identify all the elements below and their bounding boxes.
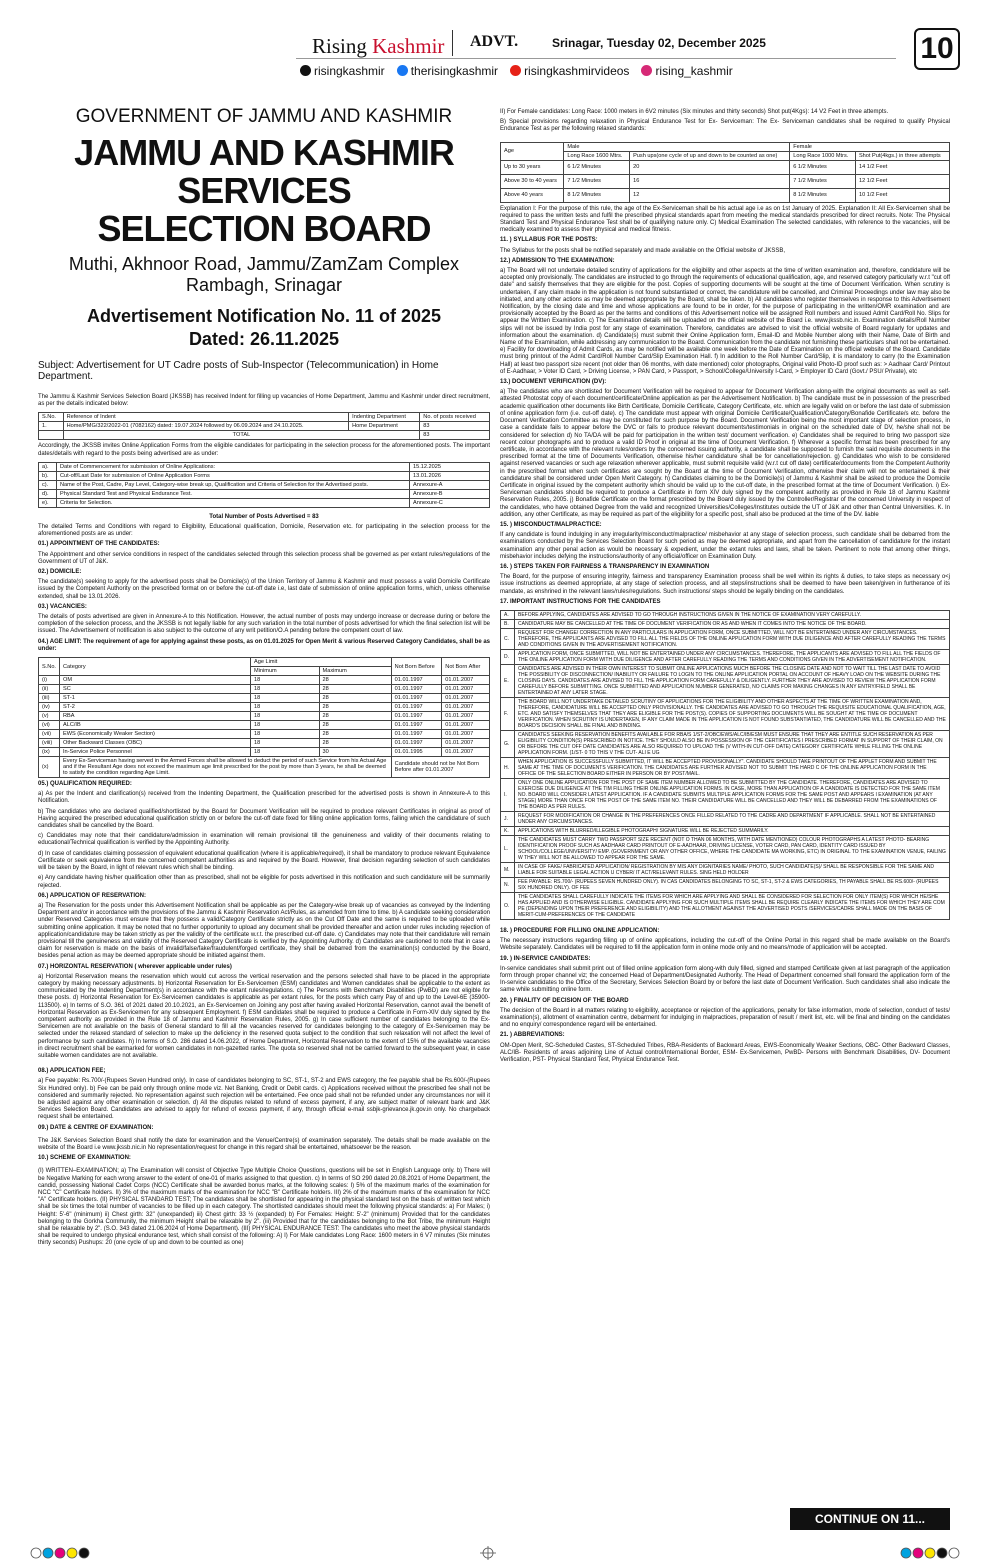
table-cell: (vii) (39, 730, 60, 739)
accordingly-text: Accordingly, the JKSSB invites Online Application Forms from the eligible candidates for participating in the selection process for the aforementioned posts. The important dates/details with regard to the posts being advertised are as under: (38, 443, 490, 457)
table-header: S.No. (39, 413, 64, 422)
table-cell: 28 (319, 712, 391, 721)
section-text: The Appointment and other service conditions in respect of the candidates selected through this selection process shall be governed as per extant rules/regulations of the Government of UT of J&K. (38, 551, 490, 565)
x-icon (300, 65, 311, 76)
advert-right-column (500, 106, 950, 1064)
table-header: Not Born Before (391, 658, 442, 676)
section-heading: 13.) DOCUMENT VERIFICATION (DV): (500, 379, 607, 386)
table-row (501, 892, 950, 919)
table-cell: N. (501, 877, 515, 892)
section-text: Explanation I: For the purpose of this rule, the age of the Ex-Serviceman shall be his actual age i.e as on 1st January of 2025. Explanation II: All Ex-Servicemen shall be required to pass the written tests and fulfil the prescribed physical standards apart from meeting the medical standards prescribed for direct recruits. Note: The Physical Standard Test and Physical Endurance Test shall be of qualifying nature only. C) Medical Examination The selected candidates, with reference to the vacancies, will be medically examined to assess their physical and medical fitness. (500, 205, 950, 234)
section-label: ADVT. (470, 33, 519, 50)
table-cell: 28 (319, 721, 391, 730)
table-row (501, 835, 950, 862)
table-cell: 18 (251, 685, 320, 694)
table-cell: Name of the Post, Cadre, Pay Level, Category-wise break up, Qualification and Criteria of Selection for the Advertised posts. (57, 480, 410, 489)
table-cell: (iii) (39, 694, 60, 703)
social-link[interactable] (510, 64, 629, 78)
table-cell: Every Ex-Serviceman having served in the Armed Forces shall be allowed to deduct the period of such Service from his Actual Age and if the Resultant Age does not exceed the maximum age limit prescribed for the post by more than 3 years, he shall be deemed to satisfy the condition regarding Age Limit. (60, 757, 392, 778)
section-heading: 15. ) MISCONDUCT/MALPRACTICE: (500, 521, 602, 528)
table-cell: CANDIDATES ARE ADVISED IN THEIR OWN INTEREST TO SUBMIT ONLINE APPLICATIONS MUCH BEFORE THE CLOSING DATE AND NOT TO WAIT TILL THE LAST DATE TO AVOID THE POSSIBILITY OF DISCONNECTION/ INABILITY OR FAILURE TO LOGIN TO THE ONLINE APPLICATION PORTAL ON ACCOUNT OF HEAVY LOAD ON THE WEBSITE DURING THE CLOSING DAYS. CANDIDATES ARE ADVISED TO FILL THE APPLICATION FORM CAREFULLY & DILIGENTLY. FURTHER THEY ARE ADVISED TO REVIEW THE APPLICATION FORM CAREFULLY BEFORE SUBMITTING. ONCE SUBMITTED AND APPLICATION NUMBER GENERATED, NO CLAIMS FOR MAKING CHANGES IN ANY ENTRY/FIELD SHALL BE ENTERTAINED AT ANY LATER STAGE. (515, 664, 950, 697)
table-cell: 28 (319, 694, 391, 703)
section-heading: 01.) APPOINTMENT OF THE CANDIDATES: (38, 541, 160, 548)
table-header: Age (501, 142, 564, 160)
table-cell: RBA (60, 712, 251, 721)
table-cell: Physical Standard Test and Physical Endurance Test. (57, 489, 410, 498)
social-link[interactable] (397, 64, 498, 78)
page-number: 10 (914, 28, 960, 70)
table-cell: 18 (251, 712, 320, 721)
table-cell: 01.01.2007 (442, 703, 490, 712)
table-cell: 01.01.2007 (442, 685, 490, 694)
brand-logo: Rising Kashmir (312, 34, 445, 58)
table-cell: Candidate should not be Not Born Before after 01.01.2007 (391, 757, 489, 778)
table-header: Age Limit (251, 658, 392, 667)
table-header: Long Race 1000 Mtrs. (790, 151, 856, 160)
table-cell: Date of Commencement for submission of Online Applications: (57, 462, 410, 471)
table-cell: B. (501, 619, 515, 628)
table-cell: I. (501, 778, 515, 811)
indent-table (38, 412, 490, 440)
section-heading: 09.) DATE & CENTRE OF EXAMINATION: (38, 1124, 154, 1131)
table-cell: (ix) (39, 748, 60, 757)
social-handle: risingkashmirvideos (524, 64, 630, 78)
table-row (39, 422, 490, 431)
age-limit-table (38, 657, 490, 778)
section-heading: 02.) DOMICILE: (38, 569, 82, 576)
table-cell: THE BOARD WILL NOT UNDERTAKE DETAILED SCRUTINY OF APPLICATIONS FOR THE ELIGIBILITY AND OTHER ASPECTS AT THE TIME OF WRITTEN EXAMINATION AND, THEREFORE, CANDIDATURE WILL BE ACCEPTED ONLY PROVISIONALLY. THE CANDIDATES ARE ADVISED TO GO THROUGH THE REQUISITE EDUCATIONAL QUALIFICATION, AGE, ETC. AND SATISFY THEMSELVES THAT THEY ARE ELIGIBLE FOR THE POST(S). COPIES OF SUPPORTING DOCUMENTS WILL BE SOUGHT AT THE TIME OF DOCUMENT VERIFICATION. WHEN SCRUTINY IS UNDERTAKEN, IF ANY CLAIM MADE IN THE APPLICATION IS NOT FOUND SUBSTANTIATED, THE CANDIDATURE WILL BE CANCELLED AND THE BOARD'S DECISION SHALL BE FINAL AND BINDING. (515, 697, 950, 730)
section-heading: 04.) AGE LIMIT: The requirement of age for applying against these posts, as on 01.01.2025 for Open Merit & various Reserved Category Candidates, shall be as under: (38, 638, 490, 652)
subject-line: Subject: Advertisement for UT Cadre posts of Sub-Inspector (Telecommunication) in Home Department. (38, 360, 439, 382)
table-cell: IN CASE OF FAKE/ FABRICATED APPLICATION/ REGISTRATION BY MIS ANY DIGNITARIES NAME/ PHOTO, SUCH CANDIDATE(S)/ SHALL BE RESPONSIBLE FOR THE SAME AND LIABLE FOR SUITABLE LEGAL ACTION U CYBER/ IT ACT/RELEVANT RULES. SING HELD HOLDER (515, 862, 950, 877)
section-text: The necessary instructions regarding filling up of online applications, including the cut-off of the Online Portal in this regard shall be made available on the Board's Website separately. Candidates will be required to fill the application form in online mode only and no means/mode of application will be accepted. (500, 938, 950, 952)
government-title: GOVERNMENT OF JAMMU AND KASHMIR (75, 106, 453, 127)
table-row (501, 757, 950, 778)
table-cell: M. (501, 862, 515, 877)
table-cell: 15.12.2025 (410, 462, 490, 471)
table-cell: EWS (Economically Weaker Section) (60, 730, 251, 739)
table-cell: OM (60, 676, 251, 685)
table-cell: CANDIDATURE MAY BE CANCELLED AT THE TIME OF DOCUMENT VERIFICATION OR AS AND WHEN IT COMES INTO THE NOTICE OF THE BOARD. (515, 619, 950, 628)
table-cell: ST-1 (60, 694, 251, 703)
section-heading: 08.) APPLICATION FEE; (38, 1068, 106, 1075)
table-cell: WHEN APPLICATION IS SUCCESSFULLY SUBMITTED, IT WILL BE ACCEPTED PROVISIONALLY". CANDIDATE SHOULD TAKE PRINTOUT OF THE APPLET FORM AND SUBMIT THE SAME AT THE TIME OF DOCUMENTS VERIFICATION. THE CANDIDATES ARE FURTHER ADVISED NOT TO SUBMIT THE HARD C OF THE ONLINE APPLICATION FORM IN THE OFFICE OF THE SELECTION BOARD EITHER IN PERSON OR BY POST/MAIL. (515, 757, 950, 778)
table-row (501, 826, 950, 835)
section-text: The Syllabus for the posts shall be notified separately and made available on the Official website of JKSSB, (500, 247, 786, 254)
table-cell (39, 431, 64, 440)
continue-banner: CONTINUE ON 11... (790, 1508, 950, 1530)
table-cell: E. (501, 664, 515, 697)
section-text: The J&K Services Selection Board shall notify the date for examination and the Venue/Centre(s) of examination separately. The details shall be made available on the website of the Board i.e www.jkssb.nic.in No representation/request for change in this regard shall be entertained, whatsoever be the reason. (38, 1137, 490, 1151)
table-cell: (iv) (39, 703, 60, 712)
table-row (39, 480, 490, 489)
social-link[interactable] (300, 64, 385, 78)
table-cell: 01.01.1997 (391, 739, 442, 748)
table-cell: 1. (39, 422, 64, 431)
table-cell: 10 1/2 Feet (855, 188, 949, 202)
table-row (501, 610, 950, 619)
section-heading: 10.) SCHEME OF EXAMINATION: (38, 1155, 131, 1162)
table-cell: 6 1/2 Minutes (564, 160, 630, 174)
table-cell: 83 (420, 422, 490, 431)
table-cell: SC (60, 685, 251, 694)
table-cell: 18 (251, 748, 320, 757)
table-cell: (x) (39, 757, 60, 778)
table-cell: L. (501, 835, 515, 862)
table-cell: Up to 30 years (501, 160, 564, 174)
table-header: Not Born After (442, 658, 490, 676)
table-cell: 7 1/2 Minutes (790, 174, 856, 188)
facebook-icon (397, 65, 408, 76)
detailed-terms: The detailed Terms and Conditions with regard to Eligibility, Educational qualification, Domicile, Reservation etc. for participating in the selection process for the aforementioned posts are as under: (38, 524, 490, 538)
section-text: d) In case of candidates claiming possession of equivalent educational qualification (where it is applicable/required), it shall be mandatory to produce relevant Equivalence Certificate or seek equivalence from the concerned competent authorities as and required by the Board. However, final decision regarding selection of such candidates will be taken by the Board, in light of relevant rules which shall be binding. (38, 850, 490, 872)
table-row (501, 778, 950, 811)
table-cell: REQUEST FOR MODIFICATION OR CHANGE IN THE PREFERENCES ONCE FILLED RELATED TO THE CADRE AND DEPARTMENT IF APPLICABLE. SHALL NOT BE ENTERTAINED UNDER ANY CIRCUMSTANCES. (515, 811, 950, 826)
section-text: OM-Open Merit, SC-Scheduled Castes, ST-Scheduled Tribes, RBA-Residents of Backward Areas, EWS-Economically Weaker Sections, OBC- Other Backward Classes, ALC/IB- Residents of areas adjoining Line of Actual control/International Border, ESM- Ex-Servicemen, PwBD- Persons with Benchmark Disabilities, DV- Document Verification, PST- Physical Standard Test, Physical Endurance Test. (500, 1042, 950, 1064)
print-registration-marks (0, 1546, 990, 1560)
table-cell: 01.01.1995 (391, 748, 442, 757)
table-cell: THE CANDIDATES SHALL CAREFULLY INDICATE THE ITEMS FOR WHICH ARE APPLYING AND SHALL BE CONSIDERED FOR SELECTION FOR ONLY ITEM(S) FOR WHICH HE/SHE HAS APPLIED AND IS OTHERWISE ELIGIBLE. CANDIDATE APPLYING FOR SUCH MULTIPLE ITEMS SHALL BE REQUIRE CLEARLY INDICATE THE ITEMS FOR WHICH THEY ARE COM PE (DEPENDING UPON THEIR PREFERENCE AND ELIGIBILITY) AND THE ALLOTMENT AGAINST THE ADVERTISED POSTS /SERVICES/CADRE SHALL MADE ON THE BASIS OF MERIT-CUM-PREFERENCES OF THE CANDIDATE (515, 892, 950, 919)
section-heading: 11. ) SYLLABUS FOR THE POSTS: (500, 237, 598, 244)
section-heading: 17. IMPORTANT INSTRUCTIONS FOR THE CANDIDATES (500, 598, 661, 605)
section-text: a) Fee payable: Rs.700/-(Rupees Seven Hundred only). In case of candidates belonging to SC, ST-1, ST-2 and EWS category, the fee payable shall be Rs.600/-(Rupees Six Hundred only). b) Fee can be paid only through online mode viz. Net Banking, Credit or Debit cards. c) Applications received without the prescribed fee shall not be considered and summarily rejected. No representation against such rejection will be entertained. Fee once paid shall not be refunded under any circumstances nor will it be adjusted against any other examination or selection. d) All the disputes related to refund of excess payment, if any, are subject matter of relevant bank and J&K Services Selection Board. Candidates are advised to apply for refund of excess payment, if any, through official e-mail ssbjk-grievance.jk.gov.in only. No chargeback request shall be entertained. (38, 1078, 490, 1121)
dateline: Srinagar, Tuesday 02, December 2025 (552, 36, 766, 50)
section-text: The details of posts advertised are given in Annexure-A to this Notification. However, the actual number of posts may undergo increase or decrease during or before the completion of the selection process, and the JKSSB is not legally liable for any such variation in the total number of posts advertised for which the final selection list will be issued. The Advertisement of notification is also subject to the outcome of any writ petition/O.A pending before the competent court of law. (38, 614, 490, 635)
table-cell: 01.01.2007 (442, 739, 490, 748)
table-row (39, 748, 490, 757)
table-cell: F. (501, 697, 515, 730)
table-cell: 18 (251, 676, 320, 685)
table-cell: 12 (630, 188, 790, 202)
table-cell: 30 (319, 748, 391, 757)
table-row (39, 685, 490, 694)
table-row (39, 721, 490, 730)
table-row (501, 664, 950, 697)
table-cell: c). (39, 480, 57, 489)
section-heading: 19. ) IN-SERVICE CANDIDATES: (500, 955, 591, 962)
table-cell: (i) (39, 676, 60, 685)
social-handle: rising_kashmir (655, 64, 733, 78)
table-cell: Above 40 years (501, 188, 564, 202)
table-cell: Annexure-B (410, 489, 490, 498)
section-text: The Board, for the purpose of ensuring integrity, fairness and transparency Examination process shall be well within its rights & duties, to take steps as necessary o<j issue instructions as deemed appropriate, at any stage of selection process, and all steps/instructions shall be deemed to have been taken/given in furtherance of its mandate, as enshrined in the relevant laws/rules/regulations. Such instructions/ steps should be legally binding on the candidates. (500, 574, 950, 595)
table-cell: 28 (319, 730, 391, 739)
table-cell: A. (501, 610, 515, 619)
table-cell: 01.01.1997 (391, 694, 442, 703)
table-cell: 18 (251, 730, 320, 739)
table-cell: TOTAL (63, 431, 420, 440)
intro-text: The Jammu & Kashmir Services Selection Board (JKSSB) has received Indent for filling up vacancies of Home Department, Jammu and Kashmir under direct recruitment, as per the details indicated below: (38, 394, 490, 408)
table-row (501, 811, 950, 826)
table-header: Minimum (251, 667, 320, 676)
section-text: In-service candidates shall submit print out of filled online application form along-with duly filled, signed and stamped Certificate given at last paragraph of the application form through proper channel viz; the concerned Head of Department/Designated Authority. The Head of Department concerned shall forward the application form of the In-service candidates to the Office of the Secretary, Services Selection Board by or before the last date of Document Verification. Such candidates shall also indicate the same while submitting online form. (500, 965, 950, 994)
section-text: a) The Board will not undertake detailed scrutiny of applications for the eligibility and other aspects at the time of written examination and, therefore, candidature will be accepted only provisionally. The candidates are instructed to go through the requirements of educational qualification, age, and reserved category particularly w.r.t "cut off date" and satisfy themselves that they are eligible for the post. Copies of supporting documents will be sought at the time of Document Verification. When scrutiny is undertaken, if any claim made in the application is not found substantiated or correct, the candidature will be cancelled, and Criminal Proceedings under law may also be initiated, and any other actions as may be deemed appropriate by the Board, shall be taken. b) All candidates who register themselves in response to this Advertisement Notification, by the closing date and time and whose applications are found to be in order, for the purpose of participating in the written/OMR examination and are provisionally accepted by the Board as per the terms and conditions of this Advertisement notice will be assigned Roll numbers and issued Admit Card/Roll No. Slips for appear the Written Examination. c) The Examination details will be uploaded on the official website of the Board i.e. www.jkssb.nic.in. Examination details/Roll Number slips will not be issued by India post for any stage of examination. Therefore, candidates are advised to visit the official website of Board regularly for updates and information about the examination. d) Candidate(s) must submit their Online Application form, Email-ID and Mobile Number along with their Name, Date of Birth and Name of the Examination, while addressing any communication to the Board. Communication from the candidate not furnishing these particulars shall not be entertained. e) Facility for downloading of Admit Cards, as may be notified will be available one week before the Date of Examination on the official website of the Board. Candidate must bring printout of the Admit Card/Roll Number Card/Slip Examination Hall. f) In addition to the Roll Number Card/Slip, it is mandatory to carry (to the Examination Hall) at least two passport size recent (not older than 06 months, with date mentioned) color photographs, Original valid Photo-ID proof such as: > Aadhaar Card/ Printout of E-Aadhaar, > Voter ID Card, > Driving License, > PAN Card, > Passport, > School/College/University I-Card, > Employer ID Card (Govt./ PSU/ Private), etc (500, 268, 950, 375)
table-cell: Home/PMG/322/2022-01 (7082162) dated: 19.07.2024 followed by 06.09.2024 and 24.10.2025. (63, 422, 349, 431)
table-cell: Annexure-C (410, 498, 490, 507)
table-cell: 13.01.2026 (410, 471, 490, 480)
table-cell: 18 (251, 703, 320, 712)
table-cell: THE CANDIDATES MUST CARRY TWO PASSPORT SIZE RECENT (NOT O THAN 06 MONTHS, WITH DATE MENTIONED) COLOUR PHOTOGRAPHS A LATEST PHOTO- BEARING IDENTIFICATION PROOF SUCH AS AADHAAR CARD PRINTOUT OF E-AADHAAR, DRIVING LICENSE, VOTER CARD, PAN CARD, IDENTITY CARD ISSUED BY SCHOOL/COLLEGE/UNIVERSITY/ EMP. (GOVERNMENT OR ANY OTHER OFFICE, WHERE THE CANDIDATE MA WORKING, ETC) IN ORIGINAL TO THE EXAMINATION VENUE, FAILING W THEY WILL NOT BE ALLOWED TO APPEAR FOR THE SAME. (515, 835, 950, 862)
section-text: (I) WRITTEN–EXAMINATION; a) The Examination will consist of Objective Type Multiple Choice Questions, questions will be set in English Language only. b) There will be Negative Marking for each wrong answer to the extent of one-01 of marks assigned to that question. c) In terms of SO 290 dated 20.08.2021 of Home Department, the candid, possessing National Cadet Corps (NCC) Certificate shall be awarded bonus marks, at the following scales: I) 5% of the maximum marks of the examination for NCC "C" Certificate holders. II) 3% of the maximum marks of the examination for NCC "B" Certificate holders. III) 2% of the maximum marks of the examination for NCC "A" Certificate holders. (II) PHYSICAL STANDARD TEST; The candidates shall be shortlisted for appearing in the physical standard test on the basis of written test which shall be six times the total number of vacancies to be filled up in each category. The shortlisted candidates should meet the following physical standards: a) For Males; i) Height: 5'-6" (minimum) ii) Chest girth: 32" (unexpanded) iii) Chest girth: 33 ½ (expanded) b) For Females: Height: 5'-2" (minimum) Provided that for the candidates belonging to the Gorkha Community, the minimum Height shall be relaxable by 2". (iii) Provided that for the candidates belonging to the Bot Tribe, the minimum Height shall be relaxable by 2". (S.O. 343 dated 21.06.2024 of Home Department). (III) PHYSICAL ENDURANCE TEST: The candidates who meet the above physical standards shall be required to undergo physical endurance test, which shall consist of the following: A) I) For Male candidates Long Race: 1600 meters in 6 V7 minutes (Six minutes thirty seconds) Pushups: 20 (one cycle of up and down to be counted as one) (38, 1168, 490, 1247)
section-heading: 12.) ADMISSION TO THE EXAMINATION: (500, 257, 615, 264)
table-cell: 8 1/2 Minutes (564, 188, 630, 202)
table-cell: 12 1/2 Feet (855, 174, 949, 188)
table-row (501, 628, 950, 649)
table-header: No. of posts received (420, 413, 490, 422)
table-cell: 16 (630, 174, 790, 188)
table-row (39, 739, 490, 748)
instructions-table (500, 610, 950, 920)
table-row (501, 730, 950, 757)
table-cell: APPLICATIONS WITH BLURRED/ILLEGIBLE PHOTOGRAPH/ SIGNATURE WILL BE REJECTED SUMMARILY. (515, 826, 950, 835)
table-cell: O. (501, 892, 515, 919)
table-cell: 20 (630, 160, 790, 174)
section-text: The decision of the Board in all matters relating to eligibility, acceptance or rejection of the applications, penalty for false information, mode of selection, conduct of tests/ examination(s), allotment of examination centre, debarment for indulging in malpractices, preparation of result / merit list, etc. will be final and binding on the candidates and no enquiry/ correspondence regard will be entertained. (500, 1007, 950, 1029)
table-cell: Other Backward Classes (OBC) (60, 739, 251, 748)
table-row (501, 174, 950, 188)
table-cell: 01.01.1997 (391, 703, 442, 712)
table-header: Male (564, 142, 790, 151)
table-row (39, 757, 490, 778)
table-cell: 28 (319, 739, 391, 748)
table-cell: 01.01.2007 (442, 712, 490, 721)
table-row (501, 649, 950, 664)
section-heading: 21. ) ABBREVIATIONS: (500, 1032, 565, 1039)
table-cell: 01.01.2007 (442, 721, 490, 730)
table-cell: K. (501, 826, 515, 835)
table-cell: Home Department (349, 422, 420, 431)
table-cell: d). (39, 489, 57, 498)
registration-marks-graphic (0, 1546, 990, 1560)
table-cell: b). (39, 471, 57, 480)
board-title: JAMMU AND KASHMIR SERVICES SELECTION BOARD (74, 132, 454, 249)
section-text: If any candidate is found indulging in any irregularity/misconduct/malpractice/ misbehavior at any stage of selection process, such candidate shall be debarred from the examinations conducted by the Services Selection Board for such period as may be deemed appropriate, and apart from the cancellation of candidature for the instant examination any other penal action as would be necessary & expedient, under the extant rules and laws, shall be taken. Pertinent to note that among other things, misbehavior includes defying the instructions/authority of any official/officer on Examination Duty. (500, 532, 950, 560)
table-header: Female (790, 142, 950, 151)
section-text: B) Special provisions regarding relaxation in Physical Endurance Test for Ex- Serviceman: The Ex- Serviceman candidates shall be required to qualify Physical Endurance Test as per the following relaxed standards: (500, 119, 950, 133)
table-header: Shot Put(4kgs.) in three attempts (855, 151, 949, 160)
table-cell: e). (39, 498, 57, 507)
table-cell: 7 1/2 Minutes (564, 174, 630, 188)
section-text: b) The candidates who are declared qualified/shortlisted by the Board for Document Verification will be required to produce relevant Certificates in original as proof of Having acquired the prescribed educational qualification strictly on or before the cut-off date fixed for filling online application forms, failing which the candidature of such candidates shall be cancelled by the Board. (38, 808, 490, 830)
social-handle: therisingkashmir (410, 64, 499, 78)
table-cell: H. (501, 757, 515, 778)
table-cell: a). (39, 462, 57, 471)
table-row (39, 712, 490, 721)
table-cell: BEFORE APPLYING, CANDIDATES ARE ADVISED TO GO THROUGH INSTRUCTIONS GIVEN IN THE NOTICE OF EXAMINATION VERY CAREFULLY. (515, 610, 950, 619)
table-cell: D. (501, 649, 515, 664)
table-row (39, 431, 490, 440)
table-cell: ALC/IB (60, 721, 251, 730)
table-cell: J. (501, 811, 515, 826)
table-cell: In-Service Police Personnel (60, 748, 251, 757)
section-heading: 03.) VACANCIES: (38, 603, 87, 610)
section-heading: 05.) QUALIFICATION REQUIRED: (38, 781, 132, 788)
table-header: Category (60, 658, 251, 676)
table-cell: C. (501, 628, 515, 649)
section-heading: 18. ) PROCEDURE FOR FILLING ONLINE APPLICATION: (500, 927, 660, 934)
masthead (0, 0, 990, 90)
table-cell: 28 (319, 685, 391, 694)
table-cell: APPLICATION FORM, ONCE SUBMITTED, WILL NOT BE ENTERTAINED UNDER ANY CIRCUMSTANCES. THEREFORE, THE APPLICANTS ARE ADVISED TO FILL ALL THE FIELDS OF THE ONLINE APPLICATION FORM WITH DUE DILIGENCE AND AFTER CAREFULLY READING THE TERMS AND CONDITIONS GIVEN IN THE ADVERTISEMENT NOTIFICATION. (515, 649, 950, 664)
table-cell: 18 (251, 739, 320, 748)
table-row (39, 498, 490, 507)
table-cell: 01.01.2007 (442, 694, 490, 703)
table-cell: 01.01.1997 (391, 685, 442, 694)
table-header: Reference of Indent (63, 413, 349, 422)
table-header: Push ups(one cycle of up and down to be counted as one) (630, 151, 790, 160)
section-text: The candidate(s) seeking to apply for the advertised posts shall be Domicile(s) of the Union Territory of Jammu & Kashmir and must possess a valid Domicile Certificate issued by the Competent Authority on the prescribed format on or before the cut-off date i.e, last date of submission of online application forms, which, unless otherwise extended, shall be 13.01.2026. (38, 579, 490, 600)
table-cell: Annexure-A (410, 480, 490, 489)
section-text: a) The candidates who are shortlisted for Document Verification will be required to appear for Document Verification along-with the original documents as well as self-attested Photostat copy of each document/certificate/Online application as per the Advertisement Notification. b) The candidate must be in possession of the prescribed academic qualification other documents like Birth Certificate, Domicile Certificate, Category Certificate, etc. which are legally valid on or before the last date of submission of online application form (i.e. cut-off date). c) The candidate must appear with original Domicile Certificate/Qualification/Category/Bonafide Certificate/s etc. before the Document Verification Committee as may be constituted for such purpose by the Board. Document Verification being the most important stage of selection process, in case a candidate fails to appear before the DVC or fails to produce relevant documents/testimonials in original on the scheduled date of DV, he/she shall not be considered for selection d) No TA/DA will be paid for participation in the written test/ document verification. e) Candidates shall be required to bring two passport size recent colour photographs and to produce a valid ID Proof in original at the time of Document Verification. f) Wherever a specific format has been prescribed for any certificate, in accordance with the relevant rules/orders by the concerned issuing authority, a candidate shall be supposed to furnish the said requisite documents in the prescribed format at the time of Documents Verification, otherwise his/her candidature shall be for cancellation/rejection. g) Candidates who wish to be considered against reserved vacancies or such age relaxation wherever applicable, must submit requisite valid (w.r.t cut off date) certificate/documents from the Competent Authority in the prescribed format when such certificates are sought by the Board at the time of Document Verification, otherwise their claim will not be entertained & their candidature shall be considered under Open Merit Category. h) Candidates claiming to be the Domicile(s) of Jammu & Kashmir shall be asked to produce the Domicile Certificate in original issued by the competent authority which should be valid up to the cut-off date, in the prescribed format at the time of Document Verification. i) Ex-Serviceman candidates should be required to produce a Certificate in form XIV duly signed by the competent authority as provided in Rule 18 of Jammu Kashmir Reservation Rules, 2005. j) Bonafide Certificate on the format prescribed by the Board duly issued by the Controller/Registrar of the concerned University in respect of the candidates, who have obtained Degree from the valid and recognized Universities/Colleges/Institutes outside the UT of J&K and other than Central Universities. K. In addition, any other Certificate, as may be required as part of the eligibility for a specific post, shall also be produced at the time of the DV. liable (500, 389, 950, 518)
advert-left-column (38, 104, 490, 1248)
table-cell: 83 (420, 431, 490, 440)
table-row (39, 703, 490, 712)
table-header: Long Race 1600 Mtrs. (564, 151, 630, 160)
section-text: c) Candidates may note that their candidature/admission in examination will remain provisional till the genuineness and validity of their documents relating to educational/Technical qualification is verified by the Appointing Authority. (38, 833, 490, 847)
table-cell: 01.01.2007 (442, 730, 490, 739)
table-cell: 8 1/2 Minutes (790, 188, 856, 202)
social-link[interactable] (641, 64, 732, 78)
table-cell: ONLY ONE ONLINE APPLICATION FOR THE POST OF SAME ITEM NUMBER ALLOWED TO BE SUBMITTED BY THE CANDIDATE. THEREFORE, CANDIDATES ARE ADVISED TO EXERCISE DUE DILIGENCE AT THE TIM FILLING THEIR ONLINE APPLICATION FORMS. IN CASE, MORE THAN APPLICATION OF A CANDIDATE IS DETECTED FOR THE SAME ITEM NO. BOARD WILL CONSIDER LATEST APPLICATION. IF A CANDIDATE SUBMITS MULTIPLE APPLICATION FORMS FOR THE SAME POST AND APPEARS I EXAMINATION (AT ANY STAGE) MORE THAN ONCE FOR THE POST OF THE SAME ITEM NO. THEIR CANDIDATURE WILL BE CANCELLED AND THEY WILL BE DEBARRED FROM THE EXAMINATIONS OF THE BOARD AS PER RULES. (515, 778, 950, 811)
youtube-icon (510, 65, 521, 76)
table-cell: 01.01.2007 (442, 676, 490, 685)
table-cell: 6 1/2 Minutes (790, 160, 856, 174)
table-cell: ST-2 (60, 703, 251, 712)
section-text: e) Any candidate having his/her qualification other than as prescribed, shall not be eligible for posts advertised in this notification and such candidature will be summarily rejected. (38, 875, 490, 889)
table-row (501, 877, 950, 892)
table-cell: 01.01.1997 (391, 721, 442, 730)
section-heading: 16. ) STEPS TAKEN FOR FAIRNESS & TRANSPARENCY IN EXAMINATION (500, 563, 710, 570)
section-heading: 07.) HORIZONTAL RESERVATION ( wherever applicable under rules) (38, 963, 232, 970)
divider (452, 30, 453, 56)
table-row (501, 619, 950, 628)
table-cell: (viii) (39, 739, 60, 748)
table-row (39, 471, 490, 480)
section-text: a) The Reservation for the posts under this Advertisement Notification shall be applicable as per the Category-wise break up of vacancies as conveyed by the Indenting Department and/or in accordance with the provisions of the Jammu & Kashmir Reservation Act/Rules, as amended from time to time. b) A candidate seeking consideration under Reserved Categories must ensure that they possess a valid/Category Certificate strictly as on the Cut Off Date and the same is required to be uploaded while submitting online application. It may be noted that no further opportunity to upload any document shall be provided thereafter and action under rules including rejection of application/candidature may be taken strictly as per the validity of the certificate w.r.t. the prescribed cut-off date. c) Candidates may note that their candidature will remain provisional till the genuineness and validity of the Reserved Category Certificate is verified by the Appointing Authority. d) Candidates are cautioned to note that in case a claim for reservation is made on the basis of invalid/false/fake/fraudulent/forged certificate, they shall be debarred from the examination(s) conducted by the Board, besides penal action as may be deemed appropriate should be initiated against them. (38, 902, 490, 960)
table-row (501, 188, 950, 202)
table-cell: (vi) (39, 721, 60, 730)
table-row (501, 862, 950, 877)
section-text: a) Horizontal Reservation means the reservation which would cut across the vertical reservation and the persons selected shall have to be placed in the appropriate category by making necessary adjustments. b) Horizontal Reservation for Ex-Servicemen (ESM) candidates and Women candidates shall be applicable to the extent as communicated by the Indenting Department(s) in accordance with the extant rules/regulations. c) The Persons with Benchmark Disabilities (PwBD) are not eligible for these posts. d) Horizontal Reservation for Ex-Servicemen candidates is applicable as per extant rules, for the posts which carry Pay of and up to the Level-6E (35900-113500). e) In terms of S.O. 361 of 2021 dated 20.10.2021, an Ex-Servicemen on Joining any post after having availed Horizontal Reservation, cannot avail the benefit of Horizontal Reservation as Ex-Servicemen for any subsequent Employment. f) ESM candidates shall be required to produce a Certificate in Form-XIV duly signed by the competent authority as provided in the Rule 18 of Jammu and Kashmir Reservation Rules, 2005. g) In case sufficient number of candidates belonging to the Ex-Servicemen are not available on the basis of General standard to fill all the vacancies reserved for candidates belonging to the category of Ex-Servicemen may be selected under the relaxed standard of selection to make up the deficiency in the reserved quota subject to the condition that such relaxation will not affect the level of performance by such candidates. h) In terms of S.O. 286 dated 14.06.2022, of Home Department, Horizontal Reservation to the extent of 15% of the available vacancies in direct recruitment shall be earmarked for women candidates in non-gazetted ranks. The quota so reserved shall not be carried forward to the subsequent year, in case suitable women candidates are not available. (38, 973, 490, 1059)
section-text: II) For Female candidates: Long Race: 1000 meters in 6V2 minutes (Six minutes and thirty seconds) Shot put(4Kgs): 14 V2 Feet in three attempts. (500, 109, 889, 115)
table-row (39, 730, 490, 739)
divider (296, 58, 896, 59)
table-cell: Above 30 to 40 years (501, 174, 564, 188)
table-cell: 14 1/2 Feet (855, 160, 949, 174)
table-cell: Criteria for Selection. (57, 498, 410, 507)
social-handle: risingkashmir (314, 64, 385, 78)
table-cell: 01.01.2007 (442, 748, 490, 757)
table-cell: 28 (319, 676, 391, 685)
table-cell: REQUEST FOR CHANGE/ CORRECTION IN ANY PARTICULARS IN APPLICATION FORM, ONCE SUBMITTED, WILL NOT BE ENTERTAINED UNDER ANY CIRCUMSTANCES. THEREFORE, THE APPLICANTS ARE ADVISED TO FILL ALL THE FIELDS OF THE ONLINE APPLICATION FORM WITH DUE DILIGENCE AND AFTER CAREFULLY READING THE TERMS AND CONDITIONS GIVEN IN THE ADVERTISEMENT NOTIFICATION. (515, 628, 950, 649)
table-cell: CANDIDATES SEEKING RESERVATION BENEFITS AVAILABLE FOR RBA/S 1/ST-2/OBC/EWS/ALC/IB/ESM MUST ENSURE THAT THEY ARE ENTITLE SUCH RESERVATION AS PER ELIGIBILITY CONDITION(S) PRESCRIBED IN NOTICE. THEY SHOULD ALSO BE IN POSSESSION OF THE CERTIFICATES I PRESCRIBED FORMAT IN SUPPORT OF THEIR CLAIM, ON OR BEFORE THE CUT OFF DATE CANDIDATES ARE ALSO REQUIRED TO UPLOAD THE (V WITH-IN CUT-OFF DATE) CATEGORY CERTIFICATE WHILE FILLING THE ONLINE APPLICATION FORM. (1/ST- 0 TO THIS V THE CUT- ALI E UG (515, 730, 950, 757)
notification-date: Dated: 26.11.2025 (188, 329, 340, 349)
total-posts: Total Number of Posts Advertised = 83 (209, 513, 319, 520)
table-cell: (v) (39, 712, 60, 721)
table-header: Indenting Department (349, 413, 420, 422)
table-cell: 18 (251, 694, 320, 703)
table-header: Maximum (319, 667, 391, 676)
section-heading: 06.) APPLICATION OF RESERVATION: (38, 892, 147, 899)
table-cell: 01.01.1997 (391, 676, 442, 685)
dates-table (38, 462, 490, 508)
social-links (300, 64, 733, 78)
table-cell: 01.01.1997 (391, 712, 442, 721)
notification-number: Advertisement Notification No. 11 of 2025 (86, 306, 442, 326)
table-cell: Cut-off/Last Date for submission of Online Application Forms (57, 471, 410, 480)
instagram-icon (641, 65, 652, 76)
board-address: Muthi, Akhnoor Road, Jammu/ZamZam Complex Rambagh, Srinagar (68, 254, 460, 295)
table-cell: 28 (319, 703, 391, 712)
table-cell: (ii) (39, 685, 60, 694)
table-row (39, 694, 490, 703)
table-row (39, 489, 490, 498)
table-cell: G. (501, 730, 515, 757)
table-cell: 01.01.1997 (391, 730, 442, 739)
table-row (39, 676, 490, 685)
table-row (501, 160, 950, 174)
esm-relaxation-table (500, 142, 950, 203)
table-cell: FEE PAYABLE: RS.700/- (RUPEES SEVEN HUNDRED ONLY). IN CAS CANDIDATES BELONGING TO SC, ST-1, ST-2 & EWS CATEGORIES, TH PAYABLE SHALL BE RS.600/- (RUPEES SIX HUNDRED ONLY). OF FEE (515, 877, 950, 892)
table-header: S.No. (39, 658, 60, 676)
table-cell: 18 (251, 721, 320, 730)
section-text: a) As per the Indent and clarification(s) received from the Indenting Department, the Qualification prescribed for the advertised posts is shown in Annexure-A to this Notification. (38, 791, 490, 805)
section-heading: 20. ) FINALITY OF DECISION OF THE BOARD (500, 997, 629, 1004)
table-row (501, 697, 950, 730)
table-row (39, 462, 490, 471)
